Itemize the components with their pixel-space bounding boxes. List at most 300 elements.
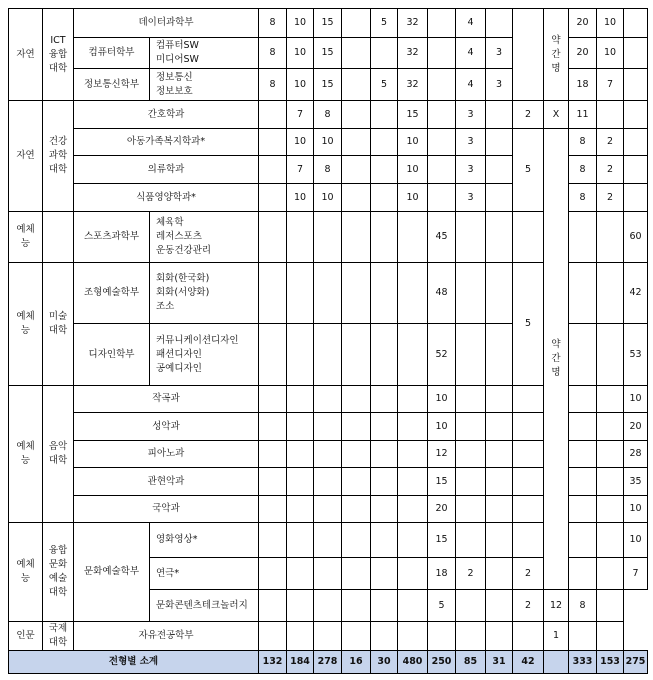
- value-cell: [597, 212, 624, 263]
- value-cell: 4: [456, 38, 486, 69]
- value-cell: X: [544, 101, 569, 129]
- value-cell: 7: [624, 558, 648, 590]
- value-cell: 10: [314, 184, 342, 212]
- value-cell: [371, 38, 398, 69]
- value-cell: [259, 386, 287, 413]
- value-cell: 3: [456, 101, 486, 129]
- value-cell: [569, 558, 597, 590]
- value-cell: 3: [486, 38, 513, 69]
- college-cell: ICT 융합 대학: [43, 9, 74, 101]
- value-cell: [342, 496, 371, 523]
- value-cell: [513, 212, 544, 263]
- major-cell: 정보통신 정보보호: [150, 69, 259, 101]
- value-cell: 8: [259, 69, 287, 101]
- major-cell: 연극*: [150, 558, 259, 590]
- value-cell: 10: [624, 523, 648, 558]
- value-cell: [314, 441, 342, 468]
- value-cell: [314, 468, 342, 496]
- value-cell: [342, 9, 371, 38]
- value-cell: 18: [569, 69, 597, 101]
- value-cell: 15: [314, 38, 342, 69]
- value-cell: [342, 413, 371, 441]
- value-cell: [259, 523, 287, 558]
- value-cell: [342, 156, 371, 184]
- value-cell: 15: [398, 101, 428, 129]
- value-cell: [287, 496, 314, 523]
- value-cell: 4: [456, 69, 486, 101]
- college-cell: 건강 과학 대학: [43, 101, 74, 212]
- dept-cell: 성악과: [74, 413, 259, 441]
- value-cell: [513, 622, 544, 651]
- value-cell: 15: [314, 9, 342, 38]
- value-cell: [513, 413, 544, 441]
- value-cell: 5: [428, 590, 456, 622]
- value-cell: 2: [513, 590, 544, 622]
- total-cell: 42: [513, 651, 544, 674]
- value-cell: [398, 496, 428, 523]
- value-cell: 8: [569, 156, 597, 184]
- value-cell: [342, 184, 371, 212]
- college-cell: 융합 문화 예술 대학: [43, 523, 74, 622]
- value-cell: [428, 9, 456, 38]
- college-cell: 국제 대학: [43, 622, 74, 651]
- value-cell: 1: [544, 622, 569, 651]
- value-cell: [486, 496, 513, 523]
- value-cell: [597, 441, 624, 468]
- field-cell: 예체 능: [9, 523, 43, 622]
- value-cell: [342, 441, 371, 468]
- value-cell: [342, 523, 371, 558]
- value-cell: [597, 523, 624, 558]
- dept-cell: 간호학과: [74, 101, 259, 129]
- field-cell: 예체 능: [9, 212, 43, 263]
- value-cell: [259, 441, 287, 468]
- dept-cell: 디자인학부: [74, 324, 150, 386]
- value-cell: [371, 622, 398, 651]
- totals-row: [9, 651, 648, 674]
- major-cell: 체육학 레저스포츠 운동건강관리: [150, 212, 259, 263]
- value-cell: [398, 386, 428, 413]
- total-cell: 16: [342, 651, 371, 674]
- value-cell: 28: [624, 441, 648, 468]
- value-cell: 8: [314, 101, 342, 129]
- value-cell: [569, 441, 597, 468]
- value-cell: [456, 413, 486, 441]
- value-cell: [428, 38, 456, 69]
- value-cell: 4: [456, 9, 486, 38]
- value-cell: [428, 101, 456, 129]
- value-cell: [597, 468, 624, 496]
- value-cell: 8: [314, 156, 342, 184]
- dept-cell: 피아노과: [74, 441, 259, 468]
- value-cell: 10: [287, 184, 314, 212]
- total-cell: 31: [486, 651, 513, 674]
- value-cell: [371, 558, 398, 590]
- value-cell: [287, 590, 314, 622]
- value-cell: [259, 468, 287, 496]
- value-cell: [486, 386, 513, 413]
- value-cell: 5: [371, 9, 398, 38]
- value-cell: [486, 156, 513, 184]
- value-cell: [259, 590, 287, 622]
- total-cell: 184: [287, 651, 314, 674]
- dept-cell: 작곡과: [74, 386, 259, 413]
- value-cell: [569, 413, 597, 441]
- major-cell: 문화콘텐츠테크놀러지: [150, 590, 259, 622]
- value-cell: 10: [287, 129, 314, 156]
- value-cell: [287, 622, 314, 651]
- value-cell: [287, 523, 314, 558]
- value-cell: [456, 212, 486, 263]
- total-cell: 278: [314, 651, 342, 674]
- value-cell: [624, 69, 648, 101]
- value-cell: 10: [624, 496, 648, 523]
- value-cell: 32: [398, 9, 428, 38]
- value-cell: 3: [456, 156, 486, 184]
- value-cell: [398, 523, 428, 558]
- value-cell: [342, 386, 371, 413]
- value-cell: [428, 184, 456, 212]
- value-cell: [624, 9, 648, 38]
- value-cell: [597, 558, 624, 590]
- value-cell: [314, 413, 342, 441]
- value-cell: [314, 590, 342, 622]
- value-cell: [342, 324, 371, 386]
- value-cell: [342, 38, 371, 69]
- total-cell: 85: [456, 651, 486, 674]
- value-cell: [342, 69, 371, 101]
- table-row: [9, 101, 648, 129]
- dept-cell: 의류학과: [74, 156, 259, 184]
- value-cell: [486, 413, 513, 441]
- value-cell: [371, 413, 398, 441]
- value-cell: [398, 622, 428, 651]
- value-cell: [624, 184, 648, 212]
- value-cell: [569, 523, 597, 558]
- value-cell: [259, 156, 287, 184]
- value-cell: [259, 324, 287, 386]
- value-cell: 8: [569, 590, 597, 622]
- value-cell: [371, 212, 398, 263]
- value-cell: [486, 523, 513, 558]
- value-cell: [428, 156, 456, 184]
- value-cell: 20: [428, 496, 456, 523]
- value-cell: [597, 496, 624, 523]
- major-cell: 영화영상*: [150, 523, 259, 558]
- value-cell: [597, 590, 624, 622]
- value-cell: 20: [569, 9, 597, 38]
- value-cell: [342, 558, 371, 590]
- value-cell: 2: [597, 156, 624, 184]
- value-cell: [259, 413, 287, 441]
- value-cell: [597, 622, 624, 651]
- value-cell: [287, 212, 314, 263]
- value-cell: [398, 263, 428, 324]
- value-cell: [569, 324, 597, 386]
- value-cell: [314, 622, 342, 651]
- value-cell: [259, 558, 287, 590]
- value-cell: 2: [456, 558, 486, 590]
- value-cell: [287, 468, 314, 496]
- field-cell: 자연: [9, 9, 43, 101]
- value-cell: [259, 496, 287, 523]
- value-cell: 53: [624, 324, 648, 386]
- value-cell: [287, 441, 314, 468]
- value-cell: [342, 101, 371, 129]
- value-cell: 15: [314, 69, 342, 101]
- value-cell: [486, 590, 513, 622]
- value-cell: [486, 129, 513, 156]
- value-cell: [259, 184, 287, 212]
- value-cell: 8: [569, 129, 597, 156]
- value-cell: 5: [371, 69, 398, 101]
- value-cell: 3: [486, 69, 513, 101]
- value-cell: [569, 496, 597, 523]
- value-cell: [428, 622, 456, 651]
- value-cell: [456, 523, 486, 558]
- value-cell: 8: [569, 184, 597, 212]
- value-cell: 2: [597, 129, 624, 156]
- value-cell: 5: [513, 129, 544, 212]
- value-cell: [398, 590, 428, 622]
- major-cell: 커뮤니케이션디자인 패션디자인 공예디자인: [150, 324, 259, 386]
- value-cell: [486, 441, 513, 468]
- field-cell: 예체 능: [9, 263, 43, 386]
- value-cell: [513, 441, 544, 468]
- table-row: [9, 622, 648, 651]
- value-cell: 32: [398, 38, 428, 69]
- value-cell: [314, 496, 342, 523]
- dept-cell: 자유전공학부: [74, 622, 259, 651]
- value-cell: 52: [428, 324, 456, 386]
- value-cell: 60: [624, 212, 648, 263]
- field-cell: 예체 능: [9, 386, 43, 523]
- value-cell: 12: [428, 441, 456, 468]
- value-cell: 42: [624, 263, 648, 324]
- value-cell: [314, 324, 342, 386]
- value-cell: [513, 386, 544, 413]
- total-cell: [544, 651, 569, 674]
- value-cell: [398, 441, 428, 468]
- dept-cell: 컴퓨터학부: [74, 38, 150, 69]
- value-cell: [456, 496, 486, 523]
- value-cell: 10: [597, 38, 624, 69]
- value-cell: [569, 212, 597, 263]
- value-cell: [287, 263, 314, 324]
- value-cell: [398, 413, 428, 441]
- value-cell: [398, 558, 428, 590]
- total-cell: 153: [597, 651, 624, 674]
- value-cell: 20: [624, 413, 648, 441]
- value-cell: [569, 386, 597, 413]
- total-cell: 333: [569, 651, 597, 674]
- value-cell: 10: [287, 9, 314, 38]
- value-cell: [371, 590, 398, 622]
- value-cell: [486, 212, 513, 263]
- value-cell: [287, 386, 314, 413]
- dept-cell: 식품영양학과*: [74, 184, 259, 212]
- value-cell: 10: [624, 386, 648, 413]
- value-cell: [371, 101, 398, 129]
- value-cell: [342, 129, 371, 156]
- major-cell: 컴퓨터SW 미디어SW: [150, 38, 259, 69]
- value-cell: [342, 468, 371, 496]
- value-cell: [486, 184, 513, 212]
- major-cell: 회화(한국화) 회화(서양화) 조소: [150, 263, 259, 324]
- value-cell: 45: [428, 212, 456, 263]
- value-cell: [456, 263, 486, 324]
- value-cell: [569, 263, 597, 324]
- value-cell: [342, 212, 371, 263]
- value-cell: 10: [398, 129, 428, 156]
- value-cell: [597, 386, 624, 413]
- table-row: [9, 129, 648, 156]
- value-cell: 32: [398, 69, 428, 101]
- value-cell: [259, 212, 287, 263]
- value-cell: [456, 386, 486, 413]
- value-cell: 18: [428, 558, 456, 590]
- value-cell: [486, 558, 513, 590]
- value-cell: [371, 441, 398, 468]
- value-cell: [342, 590, 371, 622]
- value-cell: [342, 622, 371, 651]
- value-cell: [371, 263, 398, 324]
- value-cell: [259, 129, 287, 156]
- value-cell: [398, 212, 428, 263]
- value-cell: [486, 9, 513, 38]
- value-cell: [456, 468, 486, 496]
- value-cell: 11: [569, 101, 597, 129]
- value-cell: [456, 590, 486, 622]
- value-cell: [624, 101, 648, 129]
- total-cell: 132: [259, 651, 287, 674]
- value-cell: [569, 622, 597, 651]
- value-cell: [486, 324, 513, 386]
- value-cell: [569, 468, 597, 496]
- dept-cell: 정보통신학부: [74, 69, 150, 101]
- value-cell: 10: [314, 129, 342, 156]
- value-cell: 2: [513, 101, 544, 129]
- value-cell: 35: [624, 468, 648, 496]
- value-cell: 7: [597, 69, 624, 101]
- value-cell: [456, 441, 486, 468]
- value-cell: 7: [287, 101, 314, 129]
- value-cell: 10: [428, 386, 456, 413]
- value-cell: [624, 156, 648, 184]
- value-cell: 2: [513, 558, 544, 590]
- value-cell: [624, 129, 648, 156]
- value-cell: 8: [259, 9, 287, 38]
- field-cell: 자연: [9, 101, 43, 212]
- value-cell: 10: [398, 184, 428, 212]
- value-cell: [371, 468, 398, 496]
- dept-cell: 국악과: [74, 496, 259, 523]
- dept-cell: 데이터과학부: [74, 9, 259, 38]
- value-cell: [513, 523, 544, 558]
- value-cell: [371, 523, 398, 558]
- value-cell: [513, 496, 544, 523]
- dept-cell: 문화예술학부: [74, 523, 150, 622]
- value-cell: [287, 324, 314, 386]
- value-cell: 10: [428, 413, 456, 441]
- value-cell: [456, 622, 486, 651]
- value-cell: [259, 101, 287, 129]
- value-cell: 3: [456, 184, 486, 212]
- value-cell: [597, 324, 624, 386]
- value-cell: 48: [428, 263, 456, 324]
- total-cell: 480: [398, 651, 428, 674]
- value-cell: 10: [287, 38, 314, 69]
- dept-cell: 아동가족복지학과*: [74, 129, 259, 156]
- value-cell: [486, 263, 513, 324]
- value-cell: [314, 386, 342, 413]
- value-cell: 20: [569, 38, 597, 69]
- value-cell: 7: [287, 156, 314, 184]
- value-cell: 약 간 명: [544, 129, 569, 590]
- value-cell: 약 간 명: [544, 9, 569, 101]
- value-cell: 10: [287, 69, 314, 101]
- total-cell: 250: [428, 651, 456, 674]
- admission-quota-table: [8, 8, 648, 674]
- dept-cell: 스포츠과학부: [74, 212, 150, 263]
- value-cell: [371, 129, 398, 156]
- value-cell: [597, 413, 624, 441]
- value-cell: [314, 523, 342, 558]
- value-cell: [371, 496, 398, 523]
- value-cell: [513, 468, 544, 496]
- value-cell: 5: [513, 263, 544, 386]
- value-cell: 15: [428, 523, 456, 558]
- value-cell: [314, 558, 342, 590]
- value-cell: 3: [456, 129, 486, 156]
- value-cell: 15: [428, 468, 456, 496]
- value-cell: [287, 558, 314, 590]
- value-cell: [371, 386, 398, 413]
- totals-label: 전형별 소계: [9, 651, 259, 674]
- college-cell: 미술 대학: [43, 263, 74, 386]
- value-cell: [287, 413, 314, 441]
- value-cell: [259, 263, 287, 324]
- total-cell: 30: [371, 651, 398, 674]
- dept-cell: 관현악과: [74, 468, 259, 496]
- value-cell: [314, 263, 342, 324]
- value-cell: [398, 468, 428, 496]
- value-cell: [398, 324, 428, 386]
- value-cell: [428, 69, 456, 101]
- value-cell: 10: [398, 156, 428, 184]
- value-cell: [428, 129, 456, 156]
- value-cell: [371, 156, 398, 184]
- value-cell: [597, 101, 624, 129]
- value-cell: [259, 622, 287, 651]
- value-cell: [371, 324, 398, 386]
- total-cell: 275: [624, 651, 648, 674]
- value-cell: 10: [597, 9, 624, 38]
- value-cell: [456, 324, 486, 386]
- value-cell: [486, 468, 513, 496]
- value-cell: 8: [259, 38, 287, 69]
- value-cell: [597, 263, 624, 324]
- value-cell: [513, 9, 544, 101]
- value-cell: [486, 101, 513, 129]
- value-cell: 12: [544, 590, 569, 622]
- college-cell: 음악 대학: [43, 386, 74, 523]
- dept-cell: 조형예술학부: [74, 263, 150, 324]
- value-cell: [486, 622, 513, 651]
- value-cell: [624, 38, 648, 69]
- college-cell: [43, 212, 74, 263]
- field-cell: 인문: [9, 622, 43, 651]
